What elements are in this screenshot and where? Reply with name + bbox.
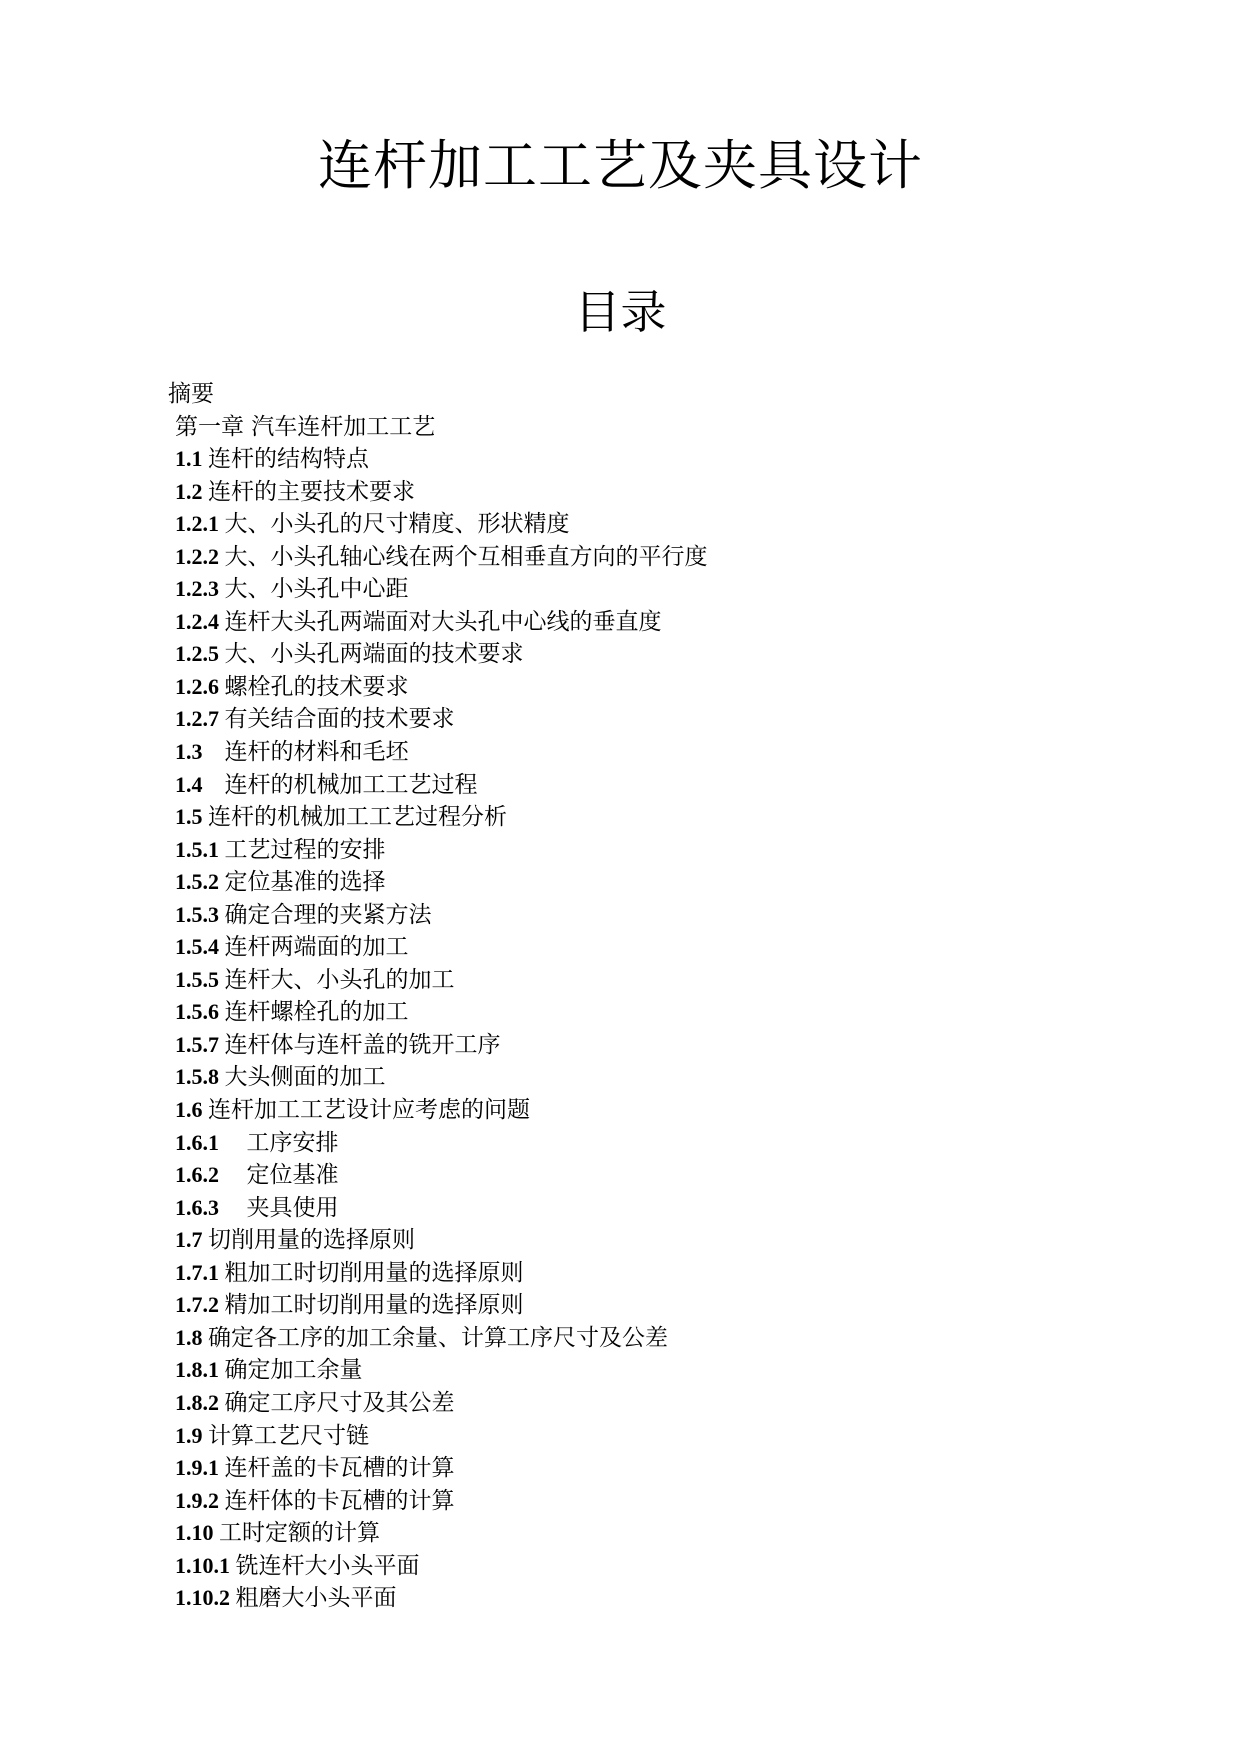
toc-entry-text: 工艺过程的安排 <box>224 836 386 863</box>
toc-entry-number: 1.2.7 <box>175 706 225 732</box>
toc-entry[interactable] <box>168 1387 1128 1420</box>
toc-entry-text: 粗磨大小头平面 <box>235 1585 397 1612</box>
toc-entry-number: 1.5 <box>175 804 208 830</box>
toc-entry[interactable] <box>168 996 1128 1029</box>
toc-entry[interactable] <box>168 703 1128 736</box>
toc-entry[interactable] <box>168 1517 1128 1550</box>
toc-entry[interactable] <box>168 964 1128 997</box>
toc-entry[interactable] <box>168 736 1128 769</box>
toc-entry-text: 计算工艺尺寸链 <box>208 1422 369 1449</box>
toc-entry-number: 1.5.8 <box>175 1064 225 1090</box>
toc-entry-text: 确定各工序的加工余量、计算工序尺寸及公差 <box>208 1324 668 1351</box>
toc-entry-text: 连杆大头孔两端面对大头孔中心线的垂直度 <box>224 608 662 635</box>
toc-entry-text: 连杆的主要技术要求 <box>208 478 415 505</box>
toc-entry[interactable] <box>168 834 1128 867</box>
toc-entry[interactable] <box>168 606 1128 639</box>
toc-entry-text: 连杆盖的卡瓦槽的计算 <box>224 1455 455 1482</box>
toc-entry[interactable] <box>168 1224 1128 1257</box>
toc-entry-number: 1.2 <box>175 478 208 504</box>
toc-entry[interactable] <box>168 1550 1128 1583</box>
toc-entry-number: 1.9.2 <box>175 1487 225 1513</box>
toc-entry[interactable] <box>168 541 1128 574</box>
toc-entry[interactable] <box>168 1452 1128 1485</box>
toc-entry[interactable] <box>168 378 1128 411</box>
toc-entry-number: 1.9 <box>175 1422 208 1448</box>
toc-entry-number: 1.7.2 <box>175 1292 225 1318</box>
toc-entry-text: 精加工时切削用量的选择原则 <box>224 1292 524 1319</box>
toc-entry-text: 确定工序尺寸及其公差 <box>224 1389 455 1416</box>
toc-entry-text: 粗加工时切削用量的选择原则 <box>224 1259 524 1286</box>
toc-entry-text: 大、小头孔两端面的技术要求 <box>224 641 524 668</box>
toc-entry-text: 铣连杆大小头平面 <box>235 1552 420 1579</box>
toc-entry-number: 1.2.6 <box>175 673 225 699</box>
toc-entry-number: 1.5.3 <box>175 901 225 927</box>
toc-entry[interactable] <box>168 638 1128 671</box>
toc-entry[interactable] <box>168 1029 1128 1062</box>
toc-entry-text: 连杆加工工艺设计应考虑的问题 <box>208 1097 530 1124</box>
toc-entry-number: 1.6.2 <box>175 1162 247 1188</box>
toc-entry-text: 第一章 汽车连杆加工工艺 <box>175 413 436 440</box>
toc-entry-number: 1.2.4 <box>175 608 225 634</box>
toc-entry-text: 连杆的结构特点 <box>208 446 369 473</box>
toc-entry-text: 连杆的机械加工工艺过程 <box>224 771 478 798</box>
toc-entry[interactable] <box>168 1257 1128 1290</box>
toc-entry-text: 连杆的机械加工工艺过程分析 <box>208 804 507 831</box>
toc-entry-number: 1.5.1 <box>175 836 225 862</box>
toc-entry-text: 有关结合面的技术要求 <box>224 706 455 733</box>
toc-entry-text: 连杆体与连杆盖的铣开工序 <box>224 1031 501 1058</box>
toc-entry[interactable] <box>168 931 1128 964</box>
toc-entry[interactable] <box>168 1094 1128 1127</box>
toc-entry-text: 确定合理的夹紧方法 <box>224 901 432 928</box>
toc-entry-number: 1.7.1 <box>175 1259 225 1285</box>
toc-entry-number: 1.8.1 <box>175 1357 225 1383</box>
toc-entry-text: 连杆螺栓孔的加工 <box>224 999 409 1026</box>
toc-entry[interactable] <box>168 671 1128 704</box>
toc-entry[interactable] <box>168 411 1128 444</box>
toc-entry[interactable] <box>168 1354 1128 1387</box>
toc-entry-number: 1.5.2 <box>175 869 225 895</box>
toc-entry-text: 工序安排 <box>246 1129 339 1156</box>
toc-entry-text: 大、小头孔的尺寸精度、形状精度 <box>224 511 570 538</box>
toc-entry-text: 大头侧面的加工 <box>224 1064 386 1091</box>
toc-entry-number: 1.2.3 <box>175 576 225 602</box>
document-title: 连杆加工工艺及夹具设计 <box>318 134 923 197</box>
toc-entry-number: 1.5.7 <box>175 1031 225 1057</box>
toc-entry[interactable] <box>168 1485 1128 1518</box>
toc-entry-number: 1.8.2 <box>175 1389 225 1415</box>
toc-entry[interactable] <box>168 866 1128 899</box>
toc-entry-number: 1.8 <box>175 1324 208 1350</box>
table-of-contents <box>168 378 1128 1615</box>
toc-entry-number: 1.10 <box>175 1520 219 1546</box>
toc-entry-number: 1.3 <box>175 739 225 765</box>
toc-entry-text: 大、小头孔轴心线在两个互相垂直方向的平行度 <box>224 543 708 570</box>
toc-entry-text: 连杆体的卡瓦槽的计算 <box>224 1487 455 1514</box>
toc-entry-text: 摘要 <box>168 381 214 407</box>
toc-entry-text: 连杆大、小头孔的加工 <box>224 966 455 993</box>
toc-entry-number: 1.10.1 <box>175 1552 236 1578</box>
toc-entry-number: 1.7 <box>175 1227 208 1253</box>
toc-entry[interactable] <box>168 573 1128 606</box>
toc-entry-text: 切削用量的选择原则 <box>208 1227 415 1254</box>
toc-entry[interactable] <box>168 1582 1128 1615</box>
toc-entry-text: 工时定额的计算 <box>219 1520 380 1547</box>
toc-entry-number: 1.1 <box>175 446 208 472</box>
toc-entry-number: 1.5.4 <box>175 934 225 960</box>
toc-entry-text: 定位基准的选择 <box>224 869 386 896</box>
toc-entry-number: 1.4 <box>175 771 225 797</box>
toc-entry[interactable] <box>168 443 1128 476</box>
toc-entry[interactable] <box>168 1420 1128 1453</box>
toc-entry-text: 大、小头孔中心距 <box>224 576 409 603</box>
toc-entry[interactable] <box>168 1061 1128 1094</box>
toc-entry-number: 1.6.3 <box>175 1194 247 1220</box>
toc-entry-number: 1.5.6 <box>175 999 225 1025</box>
toc-entry[interactable] <box>168 1192 1128 1225</box>
toc-entry[interactable] <box>168 1289 1128 1322</box>
toc-entry[interactable] <box>168 1322 1128 1355</box>
toc-entry-number: 1.5.5 <box>175 966 225 992</box>
toc-entry-number: 1.2.5 <box>175 641 225 667</box>
toc-heading: 目录 <box>574 285 667 339</box>
toc-entry[interactable] <box>168 769 1128 802</box>
toc-entry-number: 1.6 <box>175 1097 208 1123</box>
toc-entry-text: 连杆两端面的加工 <box>224 934 409 961</box>
toc-entry-text: 定位基准 <box>246 1162 339 1189</box>
toc-entry-number: 1.9.1 <box>175 1455 225 1481</box>
toc-entry[interactable] <box>168 801 1128 834</box>
toc-entry-number: 1.2.2 <box>175 543 225 569</box>
toc-entry-number: 1.2.1 <box>175 511 225 537</box>
toc-entry-text: 夹具使用 <box>246 1194 339 1221</box>
toc-entry[interactable] <box>168 508 1128 541</box>
toc-entry-text: 确定加工余量 <box>224 1357 363 1384</box>
toc-entry-number: 1.6.1 <box>175 1129 247 1155</box>
toc-entry-text: 连杆的材料和毛坯 <box>224 739 409 766</box>
toc-entry[interactable] <box>168 899 1128 932</box>
toc-entry-text: 螺栓孔的技术要求 <box>224 673 409 700</box>
toc-entry-number: 1.10.2 <box>175 1585 236 1611</box>
toc-entry[interactable] <box>168 476 1128 509</box>
toc-entry[interactable] <box>168 1127 1128 1160</box>
toc-entry[interactable] <box>168 1159 1128 1192</box>
